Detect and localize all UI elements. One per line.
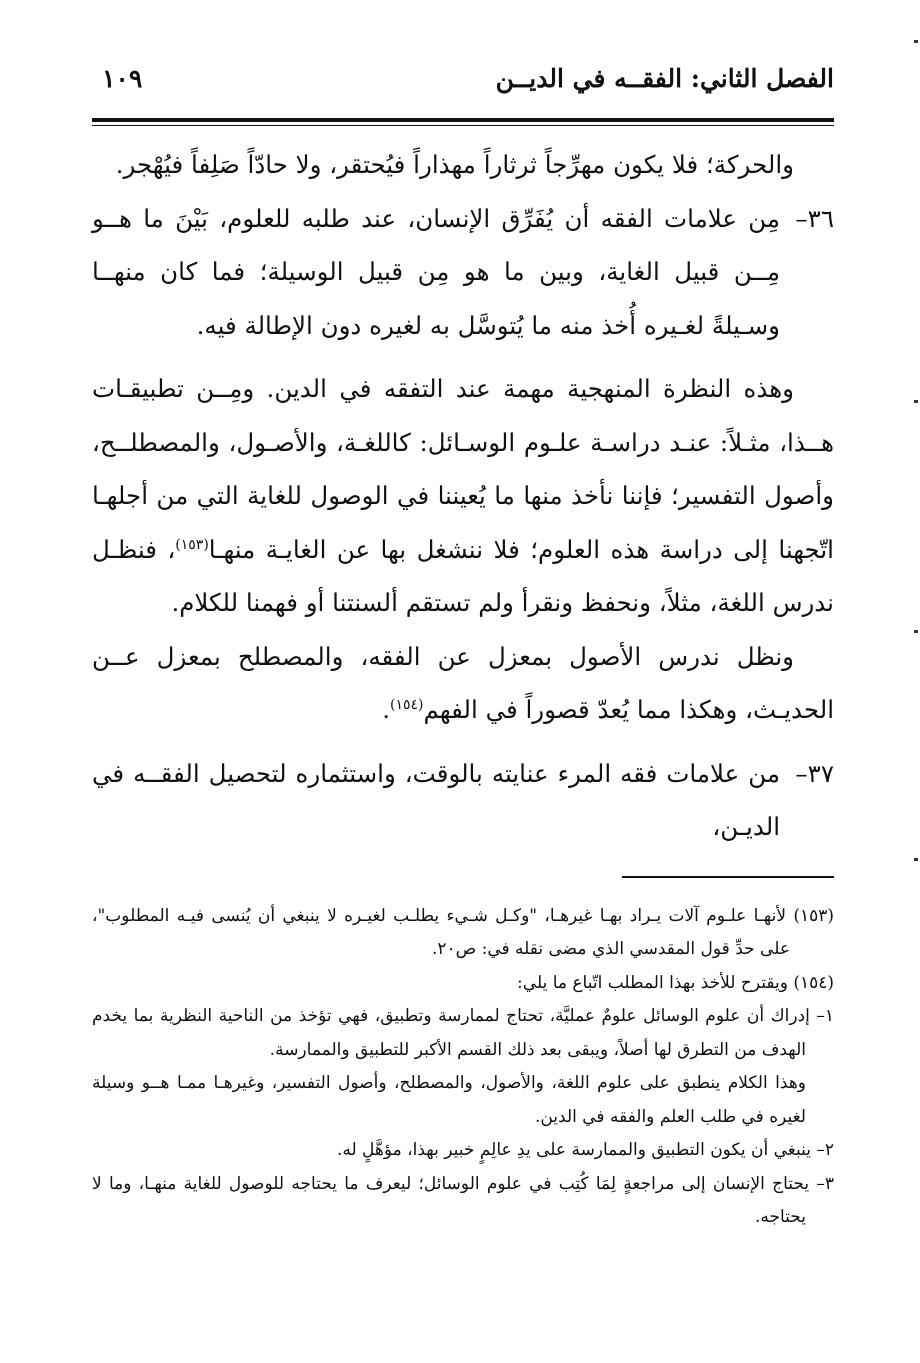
paragraph-text: .	[382, 695, 391, 724]
footnote-separator	[622, 876, 834, 878]
paragraph-text: ونظل ندرس الأصول بمعزل عن الفقه، والمصطلح بمعزل عــن الحديـث، وهكذا مما يُعدّ قصوراً في الفهم	[92, 641, 834, 724]
footnote-ref-153[interactable]: (١٥٣)	[175, 536, 209, 553]
book-page	[92, 58, 834, 1235]
paragraph-continuation: والحركة؛ فلا يكون مهرِّجاً ثرثاراً مهذاراً فيُحتقر، ولا حادّاً صَلِفاً فيُهْجر.	[115, 150, 794, 179]
item-text: مِن علامات الفقه أن يُفَرِّق الإنسان، عند طلبه للعلوم، بَيْنَ ما هــو مِــن قبيل الغاية، وبين ما هو مِن قبيل الوسيلة؛ فما كان منهــا وسـيلةً لغـيره أُخذ منه ما يُتوسَّل به لغيره دون الإطالة فيه.	[92, 203, 780, 340]
item-number: ٣٦–	[795, 203, 834, 233]
footnote-154-item-1: ١– إدراك أن علوم الوسائل علومٌ عمليَّة، تحتاج لممارسة وتطبيق، فهي تؤخذ من الناحية النظرية بما يخدم الهدف من التطرق لها أصلاً، ويبقى بعد ذلك القسم الأكبر للتطبيق والممارسة.	[92, 1006, 834, 1060]
scan-edge-mark	[914, 40, 918, 43]
footnote-154-intro: (١٥٤) ويقترح للأخذ بهذا المطلب اتّباع ما يلي:	[517, 972, 834, 993]
chapter-title: الفصل الثاني: الفقــه في الديــن	[495, 64, 834, 93]
page-header	[92, 58, 834, 118]
footnote-154-item-1-continued: وهذا الكلام ينطبق على علوم اللغة، والأصول، والمصطلح، وأصول التفسير، وغيرهـا ممـا هــو وسيلة لغيره في طلب العلم والفقه في الدين.	[92, 1073, 806, 1127]
numbered-item-36	[92, 192, 834, 353]
paragraph-methodology	[92, 362, 834, 630]
paragraph-text: وهذه النظرة المنهجية مهمة عند التفقه في الدين. ومِــن تطبيقـات هــذا، مثـلاً: عنـد دراسـة علـوم الوسـائل: كاللغـة، والأصـول، والمصطلــح، وأصول التفسير؛ فإننا نأخذ منها ما يُعيننا في الوصول للغاية التي من أجلهـا اتّجهنا إلى دراسة هذه العلوم؛ فلا ننشغل بها عن الغايـة منهـا	[92, 374, 834, 564]
footnote-154-item-2: ٢– ينبغي أن يكون التطبيق والممارسة على يدِ عالِمٍ خبير بهذا، مؤهَّلٍ له.	[336, 1140, 834, 1160]
numbered-item-37	[92, 747, 834, 854]
paragraph-text: ، فنظـل ندرس اللغة، مثلاً، ونحفظ ونقرأ ولم تستقم ألسنتنا أو فهمنا للكلام.	[92, 534, 834, 617]
scan-edge-mark	[914, 400, 918, 403]
footnote-154-item-3: ٣– يحتاج الإنسان إلى مراجعةٍ لِمَا كُتِب في علوم الوسائل؛ ليعرف ما يحتاجه للوصول للغاية منهـا، وما لا يحتاجه.	[92, 1173, 834, 1227]
main-text	[92, 138, 834, 854]
footnote-ref-154[interactable]: (١٥٤)	[390, 696, 424, 713]
paragraph-isolation	[92, 630, 834, 737]
page-number: ١٠٩	[102, 64, 143, 93]
header-rule-thick	[92, 118, 834, 122]
header-rule-thin	[92, 125, 834, 126]
footnote-153: (١٥٣) لأنهـا علـوم آلات يـراد بهـا غيرهـا، "وكـل شـيء يطلـب لغيـره لا ينبغي أن يُنسى فيـه المطلوب"، على حدِّ قول المقدسي الذي مضى نقله في: ص٢٠.	[92, 905, 834, 959]
footnotes	[92, 900, 834, 1235]
scan-edge-mark	[914, 630, 918, 633]
item-text: من علامات فقه المرء عنايته بالوقت، واستثماره لتحصيل الفقــه في الديـن،	[92, 758, 780, 841]
scan-edge-mark	[914, 858, 918, 861]
item-number: ٣٧–	[795, 758, 834, 788]
